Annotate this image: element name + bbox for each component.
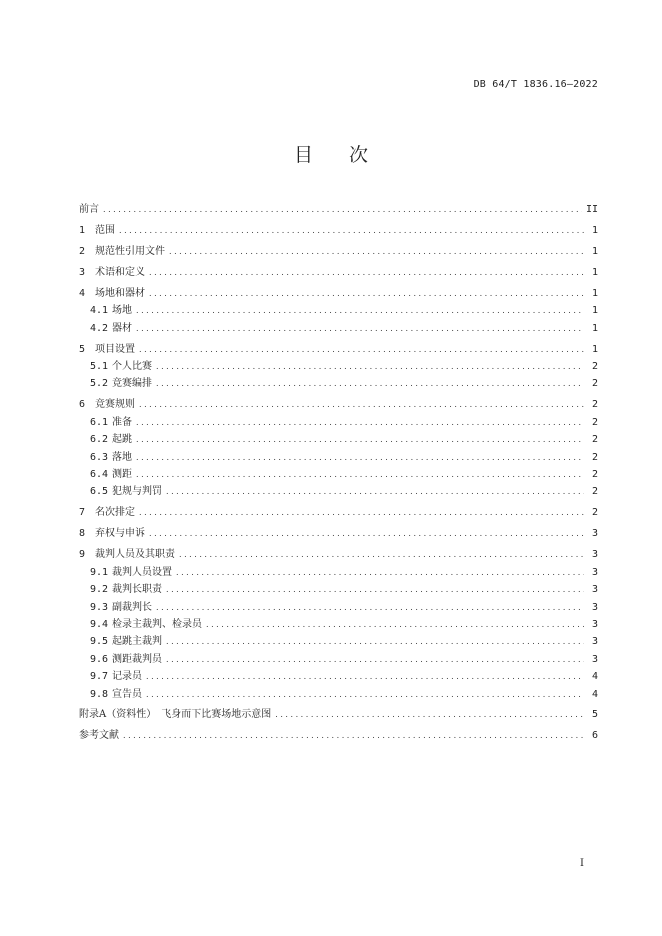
- toc-leader-dots: [136, 449, 584, 466]
- document-code: DB 64/T 1836.16—2022: [473, 79, 598, 90]
- toc-entry-page: 3: [591, 618, 598, 630]
- toc-leader-dots: [149, 285, 584, 302]
- toc-leader-dots: [146, 668, 584, 685]
- toc-entry[interactable]: [79, 341, 598, 358]
- toc-entry[interactable]: [79, 264, 598, 281]
- toc-entry-page: 1: [591, 322, 598, 334]
- toc-entry-title: 场地和器材: [95, 287, 145, 299]
- toc-leader-dots: [119, 222, 584, 239]
- toc-entry-page: 1: [591, 266, 598, 278]
- toc-entry-number: 9.7: [90, 671, 109, 683]
- toc-leader-dots: [166, 581, 584, 598]
- toc-leader-dots: [136, 414, 584, 431]
- toc-entry-number: 6.2: [90, 434, 109, 446]
- toc-entry-number: 9.4: [90, 618, 109, 630]
- toc-entry-page: 2: [591, 486, 598, 498]
- toc-entry[interactable]: [79, 616, 598, 633]
- toc-entry-page: 4: [591, 671, 598, 683]
- toc-entry-page: 2: [591, 416, 598, 428]
- toc-entry-page: 2: [591, 434, 598, 446]
- toc-entry-page: 5: [591, 709, 598, 721]
- toc-entry-page: 2: [591, 399, 598, 411]
- toc-entry[interactable]: [79, 483, 598, 500]
- toc-entry-title: 副裁判长: [112, 601, 152, 613]
- toc-leader-dots: [169, 243, 584, 260]
- toc-entry-title: 宣告员: [112, 688, 142, 700]
- toc-entry-page: 6: [591, 730, 598, 742]
- toc-entry-title: 器材: [112, 322, 132, 334]
- toc-entry-page: 1: [591, 245, 598, 257]
- toc-entry-number: 4.1: [90, 305, 109, 317]
- toc-entry-number: 9.1: [90, 566, 109, 578]
- toc-leader-dots: [166, 633, 584, 650]
- toc-entry-title: 范围: [95, 224, 115, 236]
- toc-entry[interactable]: [79, 243, 598, 260]
- toc-entry-page: 2: [591, 361, 598, 373]
- toc-entry[interactable]: [79, 375, 598, 392]
- toc-entry-page: 1: [591, 224, 598, 236]
- toc-entry-title: 裁判人员设置: [112, 566, 172, 578]
- toc-entry-number: 9.8: [90, 688, 109, 700]
- toc-entry-number: 1: [79, 224, 86, 236]
- toc-title-char-2: 次: [349, 144, 369, 166]
- toc-leader-dots: [179, 546, 584, 563]
- toc-entry[interactable]: [79, 706, 598, 723]
- toc-entry-number: 6.1: [90, 416, 109, 428]
- toc-leader-dots: [149, 264, 584, 281]
- toc-entry-title: 竞赛规则: [95, 399, 135, 411]
- toc-entry[interactable]: [79, 581, 598, 598]
- toc-entry-number: 4.2: [90, 322, 109, 334]
- toc-entry[interactable]: [79, 668, 598, 685]
- toc-entry-number: 5.1: [90, 361, 109, 373]
- toc-entry-title: 落地: [112, 451, 132, 463]
- toc-entry[interactable]: [79, 358, 598, 375]
- toc-leader-dots: [139, 504, 584, 521]
- toc-leader-dots: [146, 686, 584, 703]
- toc-entry-number: 9.5: [90, 636, 109, 648]
- toc-entry[interactable]: [79, 201, 598, 218]
- toc-entry-page: 1: [591, 305, 598, 317]
- page-number: I: [580, 858, 584, 869]
- toc-leader-dots: [206, 616, 584, 633]
- toc-entry-number: 8: [79, 528, 86, 540]
- toc-entry-number: 3: [79, 266, 86, 278]
- toc-leader-dots: [136, 302, 584, 319]
- toc-entry-title: 测距裁判员: [112, 653, 162, 665]
- toc-leader-dots: [123, 727, 584, 744]
- toc-entry-number: 5: [79, 343, 86, 355]
- toc-entry[interactable]: [79, 633, 598, 650]
- toc-entry[interactable]: [79, 431, 598, 448]
- toc-leader-dots: [156, 375, 584, 392]
- toc-entry-title: 个人比赛: [112, 361, 152, 373]
- toc-entry-number: 5.2: [90, 378, 109, 390]
- toc-entry[interactable]: [79, 302, 598, 319]
- toc-entry-title: 附录A（资料性） 飞身而下比赛场地示意图: [79, 709, 272, 721]
- toc-entry[interactable]: [79, 222, 598, 239]
- toc-title-char-1: 目: [293, 144, 313, 166]
- toc-entry[interactable]: [79, 449, 598, 466]
- toc-entry-title: 场地: [112, 305, 132, 317]
- toc-entry-page: II: [585, 204, 598, 215]
- toc-entry[interactable]: [79, 320, 598, 337]
- toc-entry[interactable]: [79, 651, 598, 668]
- toc-entry[interactable]: [79, 686, 598, 703]
- toc-entry[interactable]: [79, 599, 598, 616]
- toc-entry-title: 测距: [112, 469, 132, 481]
- toc-entry[interactable]: [79, 414, 598, 431]
- toc-entry[interactable]: [79, 396, 598, 413]
- toc-entry-number: 4: [79, 287, 86, 299]
- toc-entry-title: 裁判长职责: [112, 584, 162, 596]
- toc-entry[interactable]: [79, 546, 598, 563]
- toc-leader-dots: [136, 466, 584, 483]
- toc-leader-dots: [176, 564, 584, 581]
- toc-entry-page: 2: [591, 469, 598, 481]
- toc-entry[interactable]: [79, 504, 598, 521]
- table-of-contents: [79, 201, 598, 745]
- toc-entry-title: 规范性引用文件: [95, 245, 165, 257]
- toc-leader-dots: [139, 396, 584, 413]
- toc-entry-page: 3: [591, 636, 598, 648]
- toc-leader-dots: [149, 525, 584, 542]
- toc-entry-number: 6.3: [90, 451, 109, 463]
- toc-entry-title: 检录主裁判、检录员: [112, 618, 202, 630]
- toc-entry-page: 3: [591, 566, 598, 578]
- toc-entry-title: 前言: [79, 204, 99, 215]
- toc-entry-number: 9: [79, 549, 86, 561]
- toc-entry[interactable]: [79, 466, 598, 483]
- toc-entry-number: 9.6: [90, 653, 109, 665]
- toc-title: [0, 140, 662, 167]
- toc-entry-title: 竞赛编排: [112, 378, 152, 390]
- toc-leader-dots: [139, 341, 584, 358]
- toc-entry-title: 犯规与判罚: [112, 486, 162, 498]
- toc-leader-dots: [136, 431, 584, 448]
- toc-leader-dots: [103, 201, 582, 218]
- toc-entry-title: 参考文献: [79, 730, 119, 742]
- toc-entry-page: 3: [591, 584, 598, 596]
- toc-entry-number: 9.2: [90, 584, 109, 596]
- toc-entry-number: 9.3: [90, 601, 109, 613]
- toc-entry-title: 起跳主裁判: [112, 636, 162, 648]
- toc-leader-dots: [136, 320, 584, 337]
- toc-entry-number: 6.5: [90, 486, 109, 498]
- toc-entry-number: 7: [79, 507, 86, 519]
- toc-leader-dots: [166, 651, 584, 668]
- toc-entry-number: 2: [79, 245, 86, 257]
- toc-entry-number: 6: [79, 399, 86, 411]
- toc-entry[interactable]: [79, 564, 598, 581]
- toc-leader-dots: [156, 599, 584, 616]
- toc-entry-page: 4: [591, 688, 598, 700]
- toc-entry-title: 准备: [112, 416, 132, 428]
- toc-entry-page: 3: [591, 601, 598, 613]
- toc-leader-dots: [166, 483, 584, 500]
- toc-entry-page: 1: [591, 287, 598, 299]
- toc-entry-title: 术语和定义: [95, 266, 145, 278]
- toc-entry-page: 3: [591, 549, 598, 561]
- toc-entry-page: 2: [591, 378, 598, 390]
- toc-entry[interactable]: [79, 285, 598, 302]
- toc-leader-dots: [275, 706, 584, 723]
- toc-entry-page: 2: [591, 451, 598, 463]
- toc-entry-title: 裁判人员及其职责: [95, 549, 175, 561]
- toc-entry[interactable]: [79, 525, 598, 542]
- toc-leader-dots: [156, 358, 584, 375]
- toc-entry-title: 弃权与申诉: [95, 528, 145, 540]
- toc-entry[interactable]: [79, 727, 598, 744]
- toc-entry-page: 1: [591, 343, 598, 355]
- toc-entry-page: 3: [591, 653, 598, 665]
- toc-entry-title: 起跳: [112, 434, 132, 446]
- toc-entry-title: 记录员: [112, 671, 142, 683]
- toc-entry-page: 2: [591, 507, 598, 519]
- toc-entry-title: 名次排定: [95, 507, 135, 519]
- toc-entry-title: 项目设置: [95, 343, 135, 355]
- toc-entry-page: 3: [591, 528, 598, 540]
- toc-entry-number: 6.4: [90, 469, 109, 481]
